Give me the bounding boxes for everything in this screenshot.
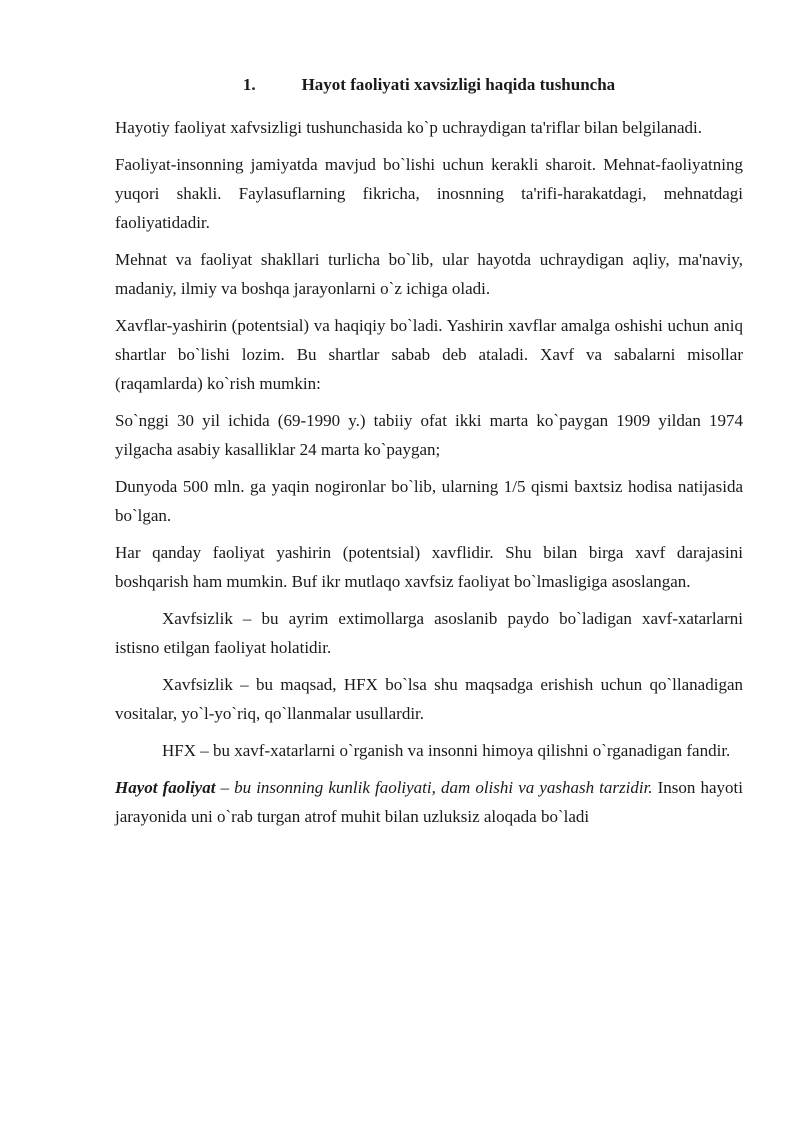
definition-dash: – bbox=[215, 778, 235, 797]
definition-italic: bu insonning kunlik faoliyati, dam olishi va yashash tarzidir. bbox=[234, 778, 653, 797]
indented-paragraph: Xavfsizlik – bu ayrim extimollarga asoslanib paydo bo`ladigan xavf-xatarlarni istisno etilgan faoliyat holatidir. bbox=[115, 609, 743, 657]
paragraph: Dunyoda 500 mln. ga yaqin nogironlar bo`lib, ularning 1/5 qismi baxtsiz hodisa natijasida bo`lgan. bbox=[115, 477, 743, 525]
definition-term: Hayot faoliyat bbox=[115, 778, 216, 797]
paragraph: So`nggi 30 yil ichida (69-1990 y.) tabiiy ofat ikki marta ko`paygan 1909 yildan 1974 yilgacha asabiy kasalliklar 24 marta ko`paygan; bbox=[115, 411, 743, 459]
definition-paragraph bbox=[115, 773, 743, 831]
paragraph: Mehnat va faoliyat shakllari turlicha bo`lib, ular hayotda uchraydigan aqliy, ma'naviy, madaniy, ilmiy va boshqa jarayonlarni o`z ichiga oladi. bbox=[115, 250, 743, 298]
definition-rest: Inson hayoti jarayonida uni o`rab turgan atrof muhit bilan uzluksiz aloqada bo`ladi bbox=[115, 778, 743, 826]
paragraph: Xavflar-yashirin (potentsial) va haqiqiy bo`ladi. Yashirin xavflar amalga oshishi uchun aniq shartlar bo`lishi lozim. Bu shartlar sabab deb ataladi. Xavf va sabalarni misollar (raqamlarda) ko`rish mumkin: bbox=[115, 316, 743, 393]
paragraph: Har qanday faoliyat yashirin (potentsial) xavflidir. Shu bilan birga xavf darajasini boshqarish ham mumkin. Buf ikr mutlaqo xavfsiz faoliyat bo`lmasligiga asoslangan. bbox=[115, 543, 743, 591]
section-title: Hayot faoliyati xavsizligi haqida tushuncha bbox=[301, 75, 616, 94]
section-heading bbox=[115, 70, 743, 99]
document-page bbox=[115, 70, 743, 839]
section-number: 1. bbox=[242, 75, 256, 94]
paragraph: Faoliyat-insonning jamiyatda mavjud bo`lishi uchun kerakli sharoit. Mehnat-faoliyatning yuqori shakli. Faylasuflarning fikricha, inosnning ta'rifi-harakatdagi, mehnatdagi faoliyatidadir. bbox=[115, 155, 743, 232]
paragraph: Hayotiy faoliyat xafvsizligi tushunchasida ko`p uchraydigan ta'riflar bilan belgilanadi. bbox=[115, 118, 703, 137]
indented-paragraph: Xavfsizlik – bu maqsad, HFX bo`lsa shu maqsadga erishish uchun qo`llanadigan vositalar, yo`l-yo`riq, qo`llanmalar usullardir. bbox=[115, 675, 743, 723]
indented-paragraph: HFX – bu xavf-xatarlarni o`rganish va insonni himoya qilishni o`rganadigan fandir. bbox=[162, 741, 731, 760]
